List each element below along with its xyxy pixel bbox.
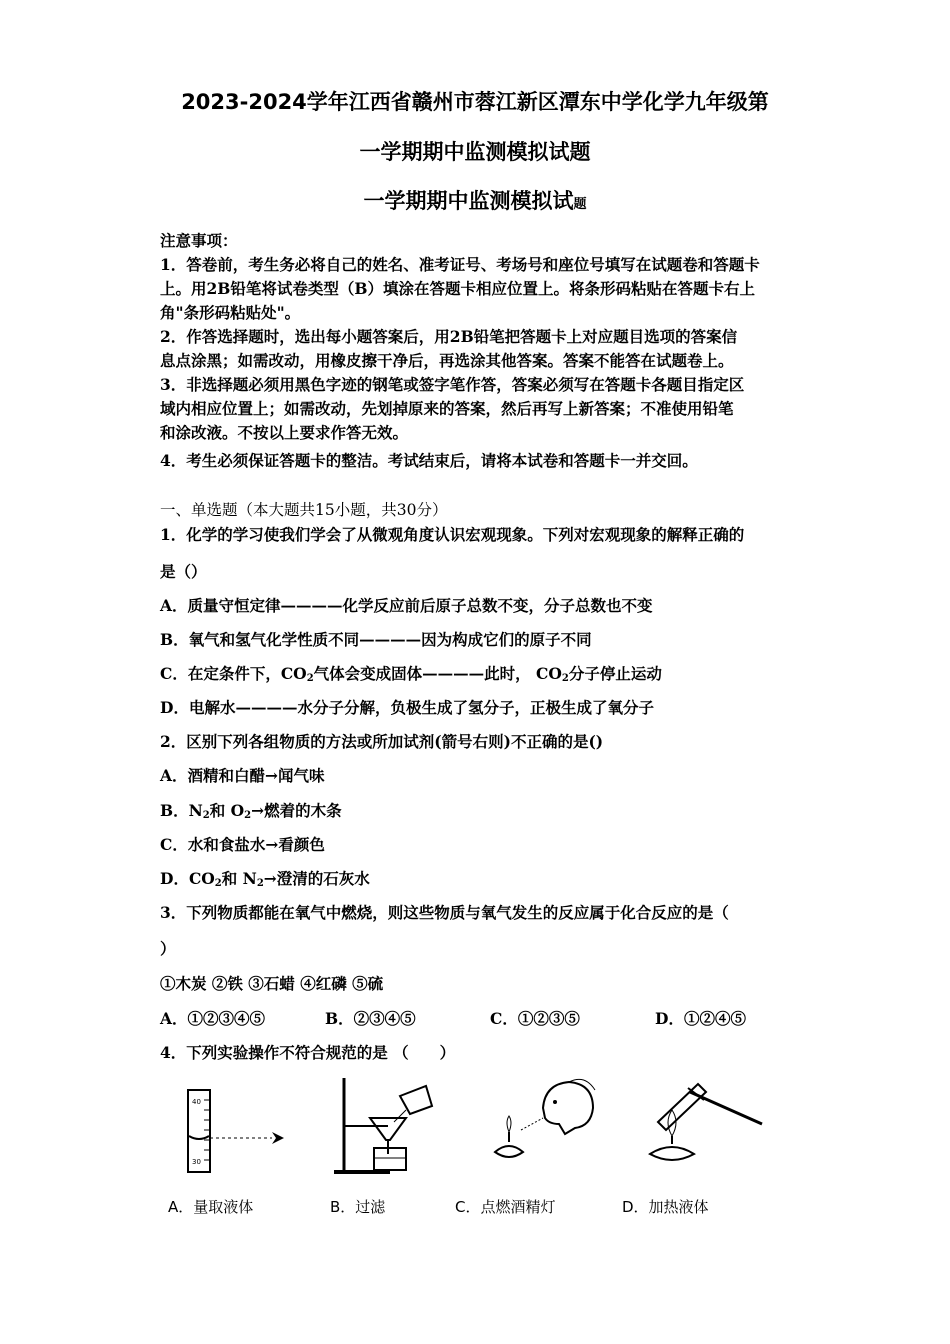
q2-option-c: C．水和食盐水→看颜色 [160, 835, 325, 854]
notice-line: 息点涂黑；如需改动，用橡皮擦干净后，再选涂其他答案。答案不能答在试题卷上。 [160, 351, 734, 370]
notice-line: 3．非选择题必须用黑色字迹的钢笔或签字笔作答，答案必须写在答题卡各题目指定区 [160, 375, 745, 394]
notice-line: 2．作答选择题时，选出每小题答案后，用2B铅笔把答题卡上对应题目选项的答案信 [160, 327, 738, 346]
notice-line: 角"条形码粘贴处"。 [160, 303, 301, 322]
q1-option-d: D．电解水————水分子分解，负极生成了氢分子，正极生成了氧分子 [160, 698, 654, 717]
notice-line: 域内相应位置上；如需改动，先划掉原来的答案，然后再写上新答案；不准使用铅笔 [160, 399, 734, 418]
notice-heading: 注意事项： [160, 231, 238, 250]
figure-caption-c: C．点燃酒精灯 [455, 1198, 556, 1216]
scale-label-30: 30 [192, 1158, 201, 1166]
q3-option-d: D．①②④⑤ [655, 1009, 746, 1028]
filtration-figure [330, 1070, 440, 1180]
q3-stem-line1: 3．下列物质都能在氧气中燃烧，则这些物质与氧气发生的反应属于化合反应的是（ [160, 903, 729, 922]
q2-option-a: A．酒精和白醋→闻气味 [160, 766, 325, 785]
q1-stem-line1: 1．化学的学习使我们学会了从微观角度认识宏观现象。下列对宏观现象的解释正确的 [160, 525, 745, 544]
notice-line: 和涂改液。不按以上要求作答无效。 [160, 423, 409, 442]
title-line-3: 一学期期中监测模拟试题 [363, 189, 587, 213]
section-heading: 一、单选题（本大题共15小题，共30分） [160, 501, 448, 519]
q3-items: ①木炭 ②铁 ③石蜡 ④红磷 ⑤硫 [160, 974, 384, 993]
figure-caption-a: A．量取液体 [168, 1198, 254, 1216]
q3-option-a: A．①②③④⑤ [160, 1009, 266, 1028]
notice-line: 4．考生必须保证答题卡的整洁。考试结束后，请将本试卷和答题卡一并交回。 [160, 451, 698, 470]
q3-option-b: B．②③④⑤ [325, 1009, 416, 1028]
q2-stem: 2．区别下列各组物质的方法或所加试剂(箭号右则)不正确的是() [160, 732, 604, 751]
q2-option-b: B．$N_2$和 $O_2\to$燃着的木条 [160, 801, 342, 821]
q3-option-c: C．①②③⑤ [490, 1009, 580, 1028]
graduated-cylinder-figure [180, 1070, 300, 1180]
figure-caption-b: B．过滤 [330, 1198, 386, 1216]
figure-caption-d: D．加热液体 [622, 1198, 709, 1216]
scale-label-40: 40 [192, 1098, 201, 1106]
q2-option-d: D．$CO_2$和 $N_2\to$澄清的石灰水 [160, 869, 370, 889]
title-line-2: 一学期期中监测模拟试题 [359, 140, 591, 164]
notice-line: 上。用2B铅笔将试卷类型（B）填涂在答题卡相应位置上。将条形码粘贴在答题卡右上 [160, 279, 755, 298]
notice-line: 1．答卷前，考生务必将自己的姓名、准考证号、考场号和座位号填写在试题卷和答题卡 [160, 255, 760, 274]
alcohol-lamp-figure [485, 1070, 605, 1180]
q1-option-b: B．氧气和氢气化学性质不同————因为构成它们的原子不同 [160, 630, 592, 649]
q1-stem-line2: 是（） [160, 562, 207, 581]
q1-option-a: A．质量守恒定律————化学反应前后原子总数不变，分子总数也不变 [160, 596, 653, 615]
heating-liquid-figure [640, 1070, 770, 1180]
title-line-1: 2023-2024学年江西省赣州市蓉江新区潭东中学化学九年级第 [181, 90, 769, 114]
q3-stem-line2: ） [160, 939, 176, 958]
q1-option-c: C．在定条件下，$CO_2$气体会变成固体————此时， $CO_2$分子停止运动 [160, 664, 662, 684]
q4-stem: 4．下列实验操作不符合规范的是 （ ） [160, 1043, 456, 1062]
